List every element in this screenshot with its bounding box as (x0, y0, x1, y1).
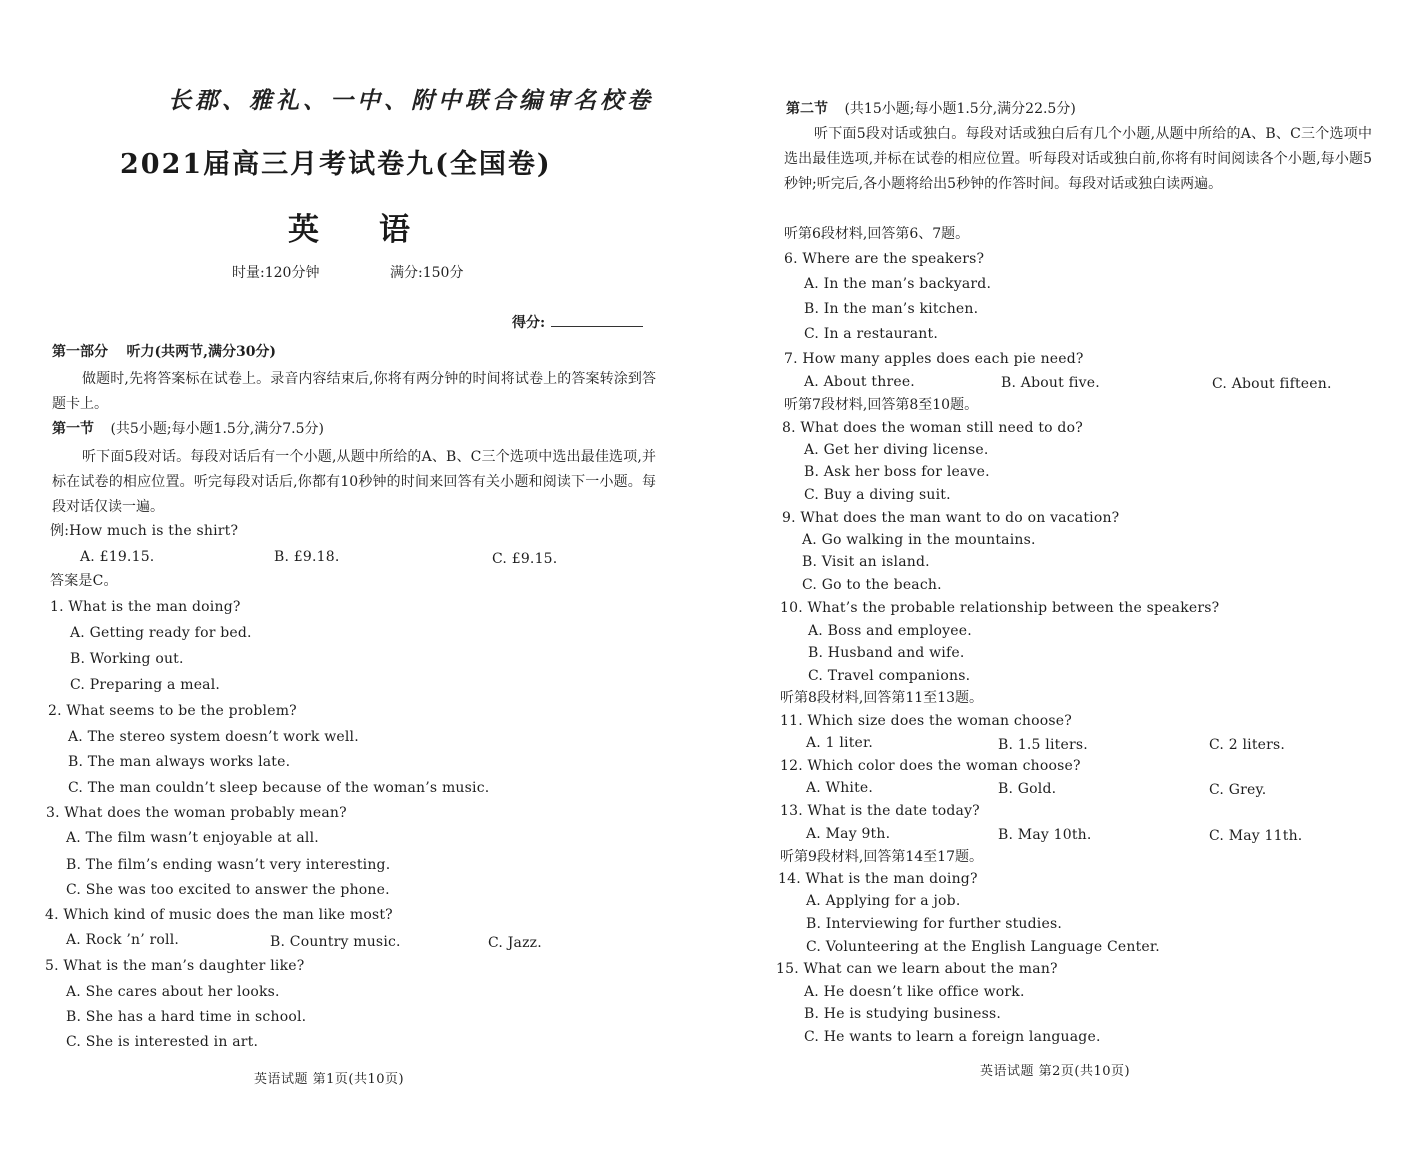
score-field (512, 312, 643, 332)
part1-title: 听力(共两节,满分30分) (126, 344, 277, 360)
question-7-option-c: C. About fifteen. (1212, 376, 1332, 392)
question-10-option-a: A. Boss and employee. (808, 623, 972, 639)
question-13-option-b: B. May 10th. (998, 827, 1092, 843)
question-1-option-c: C. Preparing a meal. (70, 677, 221, 693)
question-10-option-c: C. Travel companions. (808, 668, 971, 684)
part1-heading (52, 343, 276, 361)
exam-title: 2021届高三月考试卷九(全国卷) (120, 149, 552, 180)
question-4-option-a: A. Rock ’n’ roll. (66, 932, 180, 948)
section2-label: 第二节 (786, 101, 828, 117)
material-7-heading: 听第7段材料,回答第8至10题。 (784, 397, 979, 413)
question-10-option-b: B. Husband and wife. (808, 645, 965, 661)
question-3-option-a: A. The film wasn’t enjoyable at all. (66, 830, 319, 846)
question-8-option-c: C. Buy a diving suit. (804, 487, 951, 503)
question-5-option-b: B. She has a hard time in school. (66, 1009, 307, 1025)
question-15-option-b: B. He is studying business. (804, 1006, 1002, 1022)
part1-label: 第一部分 (52, 344, 108, 360)
section2-note: (共15小题;每小题1.5分,满分22.5分) (844, 101, 1076, 117)
question-6-option-a: A. In the man’s backyard. (804, 276, 992, 292)
example-option-c: C. £9.15. (492, 551, 558, 567)
question-9-option-c: C. Go to the beach. (802, 577, 942, 593)
section1-instruction: 听下面5段对话。每段对话后有一个小题,从题中所给的A、B、C三个选项中选出最佳选项,并标在试卷的相应位置。听完每段对话后,你都有10秒钟的时间来回答有关小题和阅读下一小题。每段对话仅读一遍。 (52, 449, 656, 515)
question-3-option-b: B. The film’s ending wasn’t very interesting. (66, 857, 391, 873)
question-1: 1. What is the man doing? (50, 599, 241, 615)
score-blank (551, 312, 643, 327)
question-11-option-a: A. 1 liter. (806, 735, 874, 751)
question-4-option-c: C. Jazz. (488, 935, 542, 951)
question-6-option-b: B. In the man’s kitchen. (804, 301, 979, 317)
question-9-option-b: B. Visit an island. (802, 554, 930, 570)
question-14-option-c: C. Volunteering at the English Language Center. (806, 939, 1160, 955)
question-11: 11. Which size does the woman choose? (780, 713, 1072, 729)
question-12-option-b: B. Gold. (998, 781, 1057, 797)
example-question: 例:How much is the shirt? (50, 523, 239, 539)
question-2: 2. What seems to be the problem? (48, 703, 297, 719)
question-11-option-b: B. 1.5 liters. (998, 737, 1088, 753)
question-14-option-a: A. Applying for a job. (806, 893, 961, 909)
subject-title: 英语 (288, 212, 470, 248)
material-9-heading: 听第9段材料,回答第14至17题。 (780, 849, 983, 865)
question-10: 10. What’s the probable relationship between the speakers? (780, 600, 1220, 616)
question-5-option-c: C. She is interested in art. (66, 1034, 259, 1050)
section1-label: 第一节 (52, 421, 94, 437)
question-13: 13. What is the date today? (780, 803, 980, 819)
question-15: 15. What can we learn about the man? (776, 961, 1058, 977)
question-2-option-c: C. The man couldn’t sleep because of the woman’s music. (68, 780, 490, 796)
question-5: 5. What is the man’s daughter like? (45, 958, 305, 974)
question-2-option-a: A. The stereo system doesn’t work well. (68, 729, 359, 745)
section2-heading (786, 100, 1076, 118)
score-label: 得分: (512, 315, 546, 331)
question-13-option-a: A. May 9th. (806, 826, 891, 842)
question-6-option-c: C. In a restaurant. (804, 326, 938, 342)
question-8-option-a: A. Get her diving license. (804, 442, 989, 458)
question-7-option-a: A. About three. (804, 374, 915, 390)
question-8-option-b: B. Ask her boss for leave. (804, 464, 990, 480)
question-12: 12. Which color does the woman choose? (780, 758, 1081, 774)
section1-note: (共5小题;每小题1.5分,满分7.5分) (110, 421, 324, 437)
part1-instruction: 做题时,先将答案标在试卷上。录音内容结束后,你将有两分钟的时间将试卷上的答案转涂到答题卡上。 (52, 371, 656, 412)
right-page (712, 0, 1424, 1158)
question-2-option-b: B. The man always works late. (68, 754, 291, 770)
question-12-option-c: C. Grey. (1209, 782, 1267, 798)
question-5-option-a: A. She cares about her looks. (66, 984, 280, 1000)
question-9-option-a: A. Go walking in the mountains. (802, 532, 1036, 548)
section2-instruction: 听下面5段对话或独白。每段对话或独白后有几个小题,从题中所给的A、B、C三个选项中选出最佳选项,并标在试卷的相应位置。听每段对话或独白前,你将有时间阅读各个小题,每小题5秒钟;听完后,各小题将给出5秒钟的作答时间。每段对话或独白读两遍。 (784, 126, 1372, 192)
example-option-a: A. £19.15. (80, 549, 155, 565)
question-14: 14. What is the man doing? (778, 871, 978, 887)
example-answer: 答案是C。 (50, 573, 118, 589)
question-3: 3. What does the woman probably mean? (46, 805, 347, 821)
full-score: 满分:150分 (390, 265, 464, 281)
question-14-option-b: B. Interviewing for further studies. (806, 916, 1063, 932)
question-6: 6. Where are the speakers? (784, 251, 985, 267)
question-12-option-a: A. White. (806, 780, 874, 796)
section1-heading (52, 420, 324, 438)
material-8-heading: 听第8段材料,回答第11至13题。 (780, 690, 983, 706)
material-6-heading: 听第6段材料,回答第6、7题。 (784, 226, 970, 242)
question-7: 7. How many apples does each pie need? (784, 351, 1084, 367)
question-8: 8. What does the woman still need to do? (782, 420, 1083, 436)
question-9: 9. What does the man want to do on vacation? (782, 510, 1120, 526)
page-footer: 英语试题 第2页(共10页) (980, 1064, 1131, 1079)
question-13-option-c: C. May 11th. (1209, 828, 1303, 844)
question-15-option-c: C. He wants to learn a foreign language. (804, 1029, 1101, 1045)
question-15-option-a: A. He doesn’t like office work. (804, 984, 1025, 1000)
question-4: 4. Which kind of music does the man like most? (45, 907, 393, 923)
question-1-option-a: A. Getting ready for bed. (70, 625, 252, 641)
banner-title: 长郡、雅礼、一中、附中联合编审名校卷 (168, 87, 654, 114)
question-3-option-c: C. She was too excited to answer the phone. (66, 882, 390, 898)
time-limit: 时量:120分钟 (232, 265, 320, 281)
page-footer: 英语试题 第1页(共10页) (254, 1072, 405, 1087)
example-option-b: B. £9.18. (274, 549, 340, 565)
question-11-option-c: C. 2 liters. (1209, 737, 1286, 753)
question-7-option-b: B. About five. (1001, 375, 1100, 391)
question-1-option-b: B. Working out. (70, 651, 184, 667)
question-4-option-b: B. Country music. (270, 934, 401, 950)
